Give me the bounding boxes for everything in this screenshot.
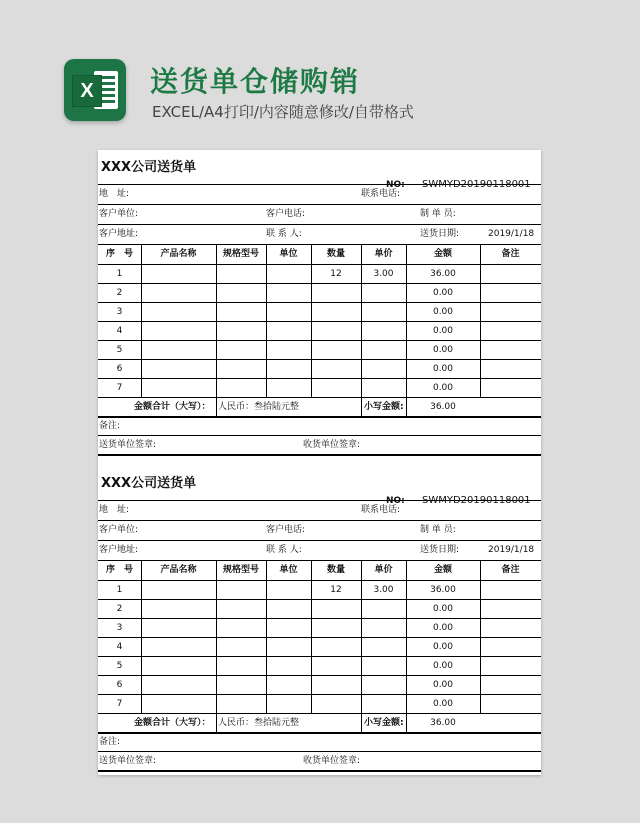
row-number: 3 [116, 307, 123, 317]
column-header: 规格型号 [222, 565, 259, 575]
remark-label: 备注: [99, 421, 121, 431]
row-number: 4 [116, 642, 123, 652]
row-divider [98, 618, 541, 619]
column-divider [141, 244, 142, 397]
customer-unit-label: 客户单位: [99, 209, 139, 219]
row-divider [98, 340, 541, 341]
column-divider [266, 244, 267, 397]
column-divider [141, 560, 142, 713]
row-divider [98, 283, 541, 284]
delivery-note-sheet [98, 150, 541, 775]
total-words-value: 人民币：叁拾陆元整 [218, 718, 300, 728]
row-amount: 0.00 [432, 642, 454, 652]
column-header: 金额 [433, 249, 452, 259]
row-amount: 0.00 [432, 680, 454, 690]
row-divider [98, 751, 541, 752]
column-divider [311, 244, 312, 397]
delivery-form [98, 150, 541, 460]
row-number: 4 [116, 326, 123, 336]
row-amount: 0.00 [432, 345, 454, 355]
maker-label: 制 单 员: [420, 525, 456, 535]
column-divider [480, 244, 481, 397]
column-divider [361, 560, 362, 713]
row-number: 3 [116, 623, 123, 633]
row-divider [98, 656, 541, 657]
row-number: 2 [116, 604, 123, 614]
address-label: 地 址: [99, 189, 130, 199]
form-title: XXX公司送货单 [101, 160, 197, 175]
receiver-sign-label: 收货单位签章: [303, 440, 361, 450]
column-header: 金额 [433, 565, 452, 575]
column-divider [216, 244, 217, 397]
row-amount: 0.00 [432, 326, 454, 336]
row-divider [98, 520, 541, 521]
row-divider [98, 435, 541, 436]
row-divider [98, 244, 541, 245]
date-label: 送货日期: [420, 229, 460, 239]
column-divider [266, 560, 267, 713]
excel-icon [64, 59, 126, 121]
row-amount: 0.00 [432, 661, 454, 671]
row-price: 3.00 [373, 269, 394, 279]
total-words-label: 金额合计（大写）： [134, 718, 211, 728]
row-amount: 0.00 [432, 288, 454, 298]
row-divider [98, 224, 541, 225]
customer-address-label: 客户地址: [99, 545, 139, 555]
small-total-value: 36.00 [430, 402, 456, 412]
row-number: 7 [116, 383, 123, 393]
column-divider [216, 713, 217, 732]
row-divider [98, 359, 541, 360]
total-words-value: 人民币：叁拾陆元整 [218, 402, 300, 412]
row-divider [98, 637, 541, 638]
column-divider [216, 560, 217, 713]
contact-label: 联 系 人: [266, 545, 302, 555]
form-title: XXX公司送货单 [101, 476, 197, 491]
row-divider [98, 770, 541, 772]
customer-phone-label: 客户电话: [266, 209, 306, 219]
row-divider [98, 321, 541, 322]
row-number: 5 [116, 345, 123, 355]
maker-label: 制 单 员: [420, 209, 456, 219]
row-divider [98, 302, 541, 303]
column-divider [216, 397, 217, 416]
column-header: 数量 [326, 249, 345, 259]
row-divider [98, 264, 541, 265]
column-header: 规格型号 [222, 249, 259, 259]
column-header: 备注 [501, 249, 520, 259]
row-number: 7 [116, 699, 123, 709]
row-amount: 0.00 [432, 604, 454, 614]
no-label: NO: [386, 180, 405, 190]
column-divider [480, 560, 481, 713]
total-words-label: 金额合计（大写）： [134, 402, 211, 412]
no-label: NO: [386, 496, 405, 506]
row-amount: 0.00 [432, 623, 454, 633]
row-divider [98, 416, 541, 418]
column-divider [311, 560, 312, 713]
column-header: 备注 [501, 565, 520, 575]
remark-label: 备注: [99, 737, 121, 747]
date-value: 2019/1/18 [488, 229, 535, 239]
small-total-label: 小写金额: [364, 718, 404, 728]
no-value: SWMYD20190118001 [422, 179, 531, 190]
column-header: 产品名称 [160, 565, 197, 575]
row-number: 5 [116, 661, 123, 671]
row-number: 6 [116, 680, 123, 690]
row-qty: 12 [330, 269, 342, 279]
receiver-sign-label: 收货单位签章: [303, 756, 361, 766]
column-divider [361, 397, 362, 416]
banner-title: 送货单仓储购销 [150, 65, 361, 98]
contact-label: 联 系 人: [266, 229, 302, 239]
row-divider [98, 599, 541, 600]
column-header: 单位 [279, 249, 298, 259]
column-header: 序 号 [105, 249, 133, 259]
row-number: 1 [116, 269, 123, 279]
row-number: 6 [116, 364, 123, 374]
address-label: 地 址: [99, 505, 130, 515]
banner [0, 0, 640, 145]
customer-unit-label: 客户单位: [99, 525, 139, 535]
row-divider [98, 204, 541, 205]
row-number: 1 [116, 585, 123, 595]
no-value: SWMYD20190118001 [422, 495, 531, 506]
row-divider [98, 713, 541, 714]
row-divider [98, 397, 541, 398]
row-amount: 0.00 [432, 699, 454, 709]
column-header: 单位 [279, 565, 298, 575]
delivery-form [98, 466, 541, 776]
column-header: 序 号 [105, 565, 133, 575]
column-divider [361, 713, 362, 732]
column-divider [361, 244, 362, 397]
row-divider [98, 560, 541, 561]
column-header: 单价 [374, 565, 393, 575]
date-label: 送货日期: [420, 545, 460, 555]
excel-x-letter: X [72, 75, 102, 107]
row-divider [98, 540, 541, 541]
column-header: 数量 [326, 565, 345, 575]
row-divider [98, 378, 541, 379]
small-total-label: 小写金额: [364, 402, 404, 412]
phone-label: 联系电话: [361, 505, 401, 515]
sender-sign-label: 送货单位签章: [99, 440, 157, 450]
row-amount: 0.00 [432, 307, 454, 317]
small-total-value: 36.00 [430, 718, 456, 728]
row-divider [98, 454, 541, 456]
row-amount: 36.00 [430, 585, 456, 595]
customer-phone-label: 客户电话: [266, 525, 306, 535]
phone-label: 联系电话: [361, 189, 401, 199]
row-qty: 12 [330, 585, 342, 595]
row-amount: 0.00 [432, 364, 454, 374]
row-price: 3.00 [373, 585, 394, 595]
row-amount: 0.00 [432, 383, 454, 393]
column-header: 单价 [374, 249, 393, 259]
sender-sign-label: 送货单位签章: [99, 756, 157, 766]
date-value: 2019/1/18 [488, 545, 535, 555]
row-divider [98, 694, 541, 695]
banner-subtitle: EXCEL/A4打印/内容随意修改/自带格式 [152, 103, 414, 121]
row-divider [98, 732, 541, 734]
row-divider [98, 675, 541, 676]
row-divider [98, 580, 541, 581]
row-amount: 36.00 [430, 269, 456, 279]
row-number: 2 [116, 288, 123, 298]
column-header: 产品名称 [160, 249, 197, 259]
customer-address-label: 客户地址: [99, 229, 139, 239]
